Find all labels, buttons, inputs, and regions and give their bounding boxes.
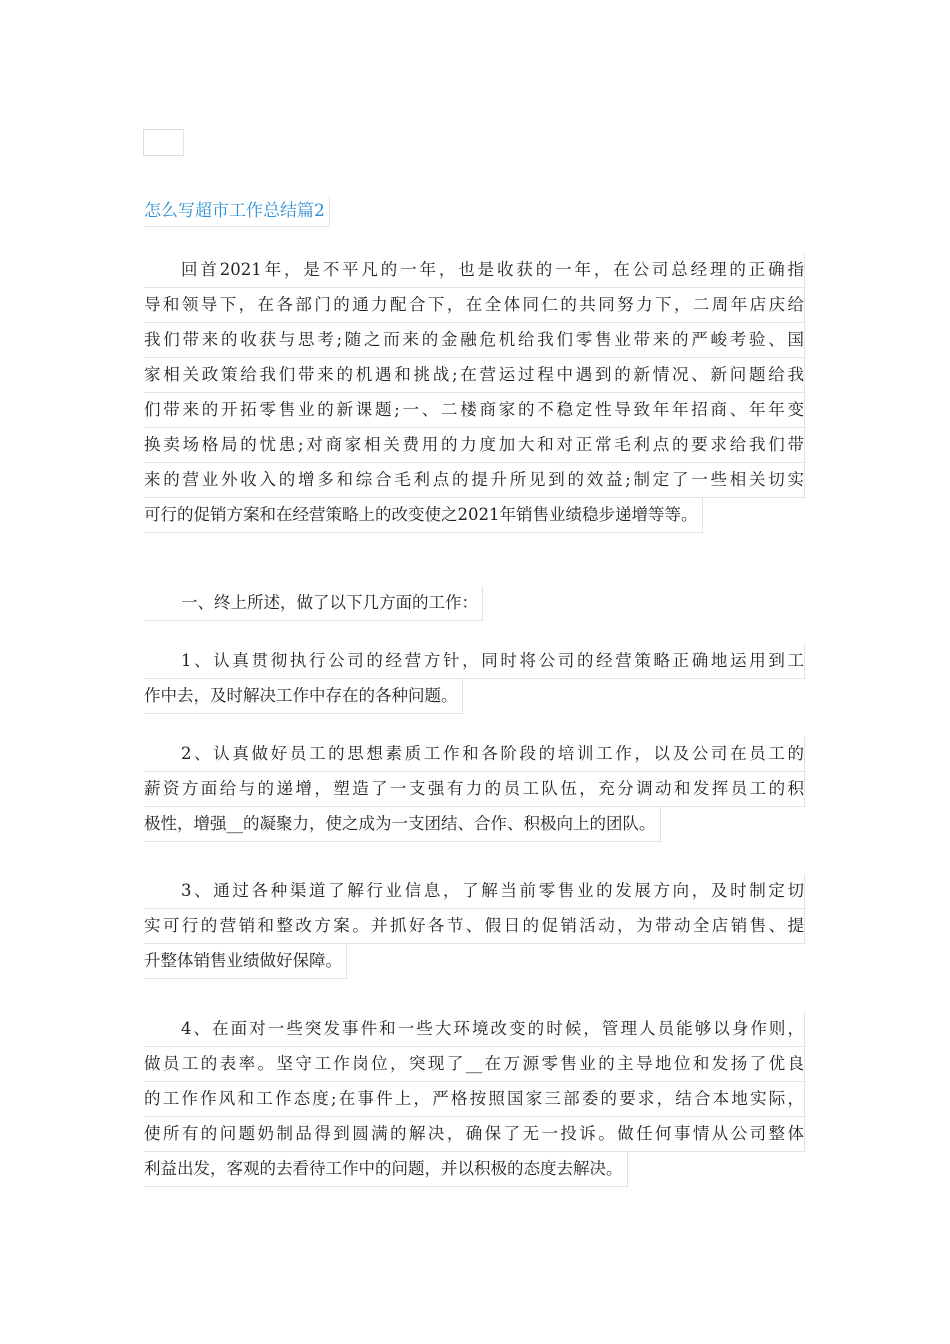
paragraph-line: 3、通过各种渠道了解行业信息，了解当前零售业的发展方向，及时制定切 [144,874,805,909]
paragraph-line: 使所有的问题奶制品得到圆满的解决，确保了无一投诉。做任何事情从公司整体 [144,1117,805,1152]
paragraph-line: 家相关政策给我们带来的机遇和挑战;在营运过程中遇到的新情况、新问题给我 [144,358,805,393]
document-title: 怎么写超市工作总结篇2 [144,196,330,227]
paragraph-6 [144,1012,805,1191]
paragraph-line: 我们带来的收获与思考;随之而来的金融危机给我们零售业带来的严峻考验、国 [144,323,805,358]
paragraph-line: 1、认真贯彻执行公司的经营方针，同时将公司的经营策略正确地运用到工 [144,644,805,679]
paragraph-2 [144,586,805,625]
paragraph-line: 回首2021年，是不平凡的一年，也是收获的一年，在公司总经理的正确指 [144,253,805,288]
paragraph-line: 来的营业外收入的增多和综合毛利点的提升所见到的效益;制定了一些相关切实 [144,463,805,498]
paragraph-line: 们带来的开拓零售业的新课题;一、二楼商家的不稳定性导致年年招商、年年变 [144,393,805,428]
paragraph-4 [144,737,805,846]
paragraph-3 [144,644,805,718]
paragraph-line: 的工作作风和工作态度;在事件上，严格按照国家三部委的要求，结合本地实际， [144,1082,805,1117]
paragraph-line: 2、认真做好员工的思想素质工作和各阶段的培训工作，以及公司在员工的 [144,737,805,772]
empty-header-box [143,129,184,156]
paragraph-line: 升整体销售业绩做好保障。 [144,944,347,979]
paragraph-line: 利益出发，客观的去看待工作中的问题，并以积极的态度去解决。 [144,1152,628,1187]
paragraph-line: 可行的促销方案和在经营策略上的改变使之2021年销售业绩稳步递增等等。 [144,498,703,533]
paragraph-line: 薪资方面给与的递增，塑造了一支强有力的员工队伍，充分调动和发挥员工的积 [144,772,805,807]
paragraph-line: 实可行的营销和整改方案。并抓好各节、假日的促销活动，为带动全店销售、提 [144,909,805,944]
paragraph-line: 4、在面对一些突发事件和一些大环境改变的时候，管理人员能够以身作则， [144,1012,805,1047]
paragraph-line: 一、终上所述，做了以下几方面的工作： [144,586,483,621]
paragraph-line: 做员工的表率。坚守工作岗位，突现了__在万源零售业的主导地位和发扬了优良 [144,1047,805,1082]
paragraph-5 [144,874,805,983]
paragraph-line: 极性，增强__的凝聚力，使之成为一支团结、合作、积极向上的团队。 [144,807,661,842]
paragraph-line: 导和领导下，在各部门的通力配合下，在全体同仁的共同努力下，二周年店庆给 [144,288,805,323]
paragraph-1 [144,253,805,537]
paragraph-line: 作中去，及时解决工作中存在的各种问题。 [144,679,463,714]
paragraph-line: 换卖场格局的忧患;对商家相关费用的力度加大和对正常毛利点的要求给我们带 [144,428,805,463]
